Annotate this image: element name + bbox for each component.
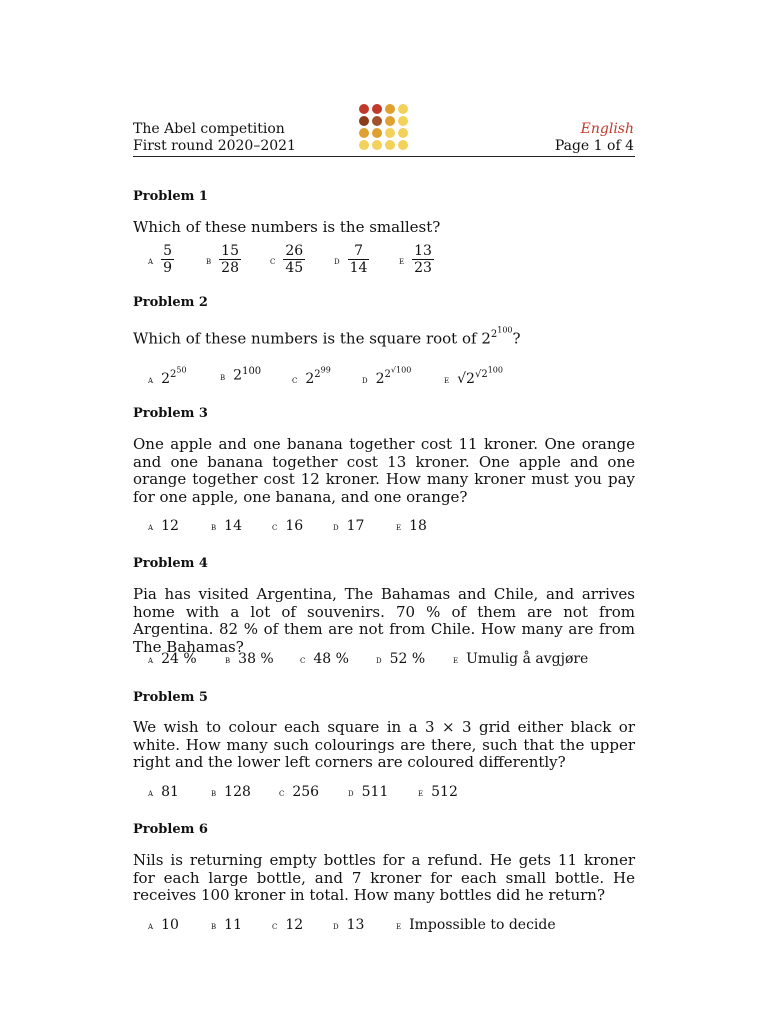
logo-dot	[385, 116, 395, 126]
option-b: b $2^{100}$	[220, 366, 262, 384]
logo-dot	[359, 128, 369, 138]
logo-dot	[359, 104, 369, 114]
option-d: d 13	[333, 917, 365, 933]
problem-3-title: Problem 3	[133, 406, 208, 421]
option-e: e 18	[396, 518, 427, 534]
page-number: Page 1 of 4	[554, 138, 634, 154]
logo-dot	[385, 140, 395, 150]
problem-5-title: Problem 5	[133, 690, 208, 705]
problem-1-text: Which of these numbers is the smallest?	[133, 218, 441, 236]
logo-dot	[359, 116, 369, 126]
competition-title: The Abel competition	[133, 121, 285, 137]
option-a: a 10	[148, 917, 179, 933]
option-e: e $\frac{13}{23}$	[399, 243, 432, 276]
option-d: d $\frac{7}{14}$	[334, 243, 368, 276]
abel-logo	[359, 104, 411, 152]
logo-dot	[398, 104, 408, 114]
problem-4-title: Problem 4	[133, 556, 208, 571]
logo-dot	[372, 116, 382, 126]
logo-dot	[372, 140, 382, 150]
problem-1-title: Problem 1	[133, 189, 208, 204]
option-a: a $\frac{5}{9}$	[148, 243, 172, 276]
problem-3-text: One apple and one banana together cost 11 kroner. One orange and one banana together cost 13 kroner. One apple and one orange together cost 12 kroner. How many kroner must you pay for one apple, one banana, and one orange?	[133, 435, 635, 506]
option-b: b 38 %	[225, 651, 274, 667]
round-title: First round 2020–2021	[133, 138, 296, 154]
problem-5-text: We wish to colour each square in a 3 × 3 grid either black or white. How many such colourings are there, such that the upper right and the lower left corners are coloured differently?	[133, 718, 635, 771]
option-c: c 256	[279, 784, 320, 800]
logo-dot	[398, 116, 408, 126]
logo-dot	[398, 128, 408, 138]
logo-dot	[398, 140, 408, 150]
option-a: a $2^{2^{50}}$	[148, 366, 187, 387]
option-b: b 14	[211, 518, 242, 534]
option-d: d 17	[333, 518, 365, 534]
option-e: e $√2^{√2^{100}}$	[444, 366, 503, 387]
logo-dot	[385, 128, 395, 138]
problem-6-text: Nils is returning empty bottles for a refund. He gets 11 kroner for each large bottle, and 7 kroner for each small bottle. He receives 100 kroner in total. How many bottles did he return?	[133, 851, 635, 904]
option-c: c $\frac{26}{45}$	[270, 243, 304, 276]
option-e: e Umulig å avgjøre	[453, 651, 589, 667]
option-a: a 12	[148, 518, 179, 534]
problem-2-title: Problem 2	[133, 295, 208, 310]
option-e: e 512	[418, 784, 458, 800]
option-a: a 81	[148, 784, 179, 800]
logo-dot	[372, 104, 382, 114]
option-c: c 48 %	[300, 651, 349, 667]
header-rule	[133, 156, 635, 157]
option-b: b 11	[211, 917, 242, 933]
header-right	[555, 121, 634, 155]
option-d: d 511	[348, 784, 389, 800]
option-c: c 16	[272, 518, 304, 534]
logo-dot	[359, 140, 369, 150]
option-c: c 12	[272, 917, 304, 933]
option-c: c $2^{2^{99}}$	[292, 366, 331, 387]
problem-4-text: Pia has visited Argentina, The Bahamas and Chile, and arrives home with a lot of souvenirs. 70 % of them are not from Argentina. 82 % of them are not from Chile. How many are from The Bahamas?	[133, 585, 635, 656]
option-a: a 24 %	[148, 651, 197, 667]
logo-dot	[372, 128, 382, 138]
option-b: b $\frac{15}{28}$	[206, 243, 239, 276]
language-label: English	[580, 121, 634, 137]
option-b: b 128	[211, 784, 251, 800]
option-d: d $2^{2^{√100}}$	[362, 366, 412, 387]
logo-dot	[385, 104, 395, 114]
option-d: d 52 %	[376, 651, 426, 667]
problem-2-text: Which of these numbers is the square root of $2^{2^{100}}$?	[133, 326, 521, 348]
option-e: e Impossible to decide	[396, 917, 556, 933]
problem-6-title: Problem 6	[133, 822, 208, 837]
header-left	[133, 121, 296, 155]
